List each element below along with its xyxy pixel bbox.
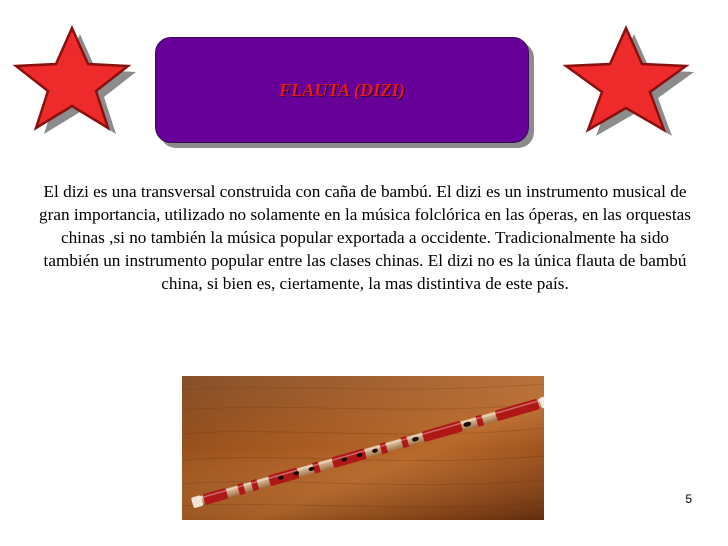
page-number: 5 (685, 492, 692, 506)
dizi-flute-photo (182, 376, 544, 520)
red-star-icon (552, 20, 702, 142)
slide-body-text: El dizi es una transversal construida con caña de bambú. El dizi es un instrumento musical de gran importancia, utilizado no solamente en la música folclórica en las óperas, en las orquestas chinas ,si no también la música popular exportada a occidente. Tradicionalmente ha sido también un instrumento popular entre las clases chinas. El dizi no es la única flauta de bambú china, si bien es, ciertamente, la mas distintiva de este país. (39, 182, 691, 293)
slide-title: FLAUTA (DIZI) (278, 80, 406, 100)
red-star-icon (0, 22, 140, 140)
